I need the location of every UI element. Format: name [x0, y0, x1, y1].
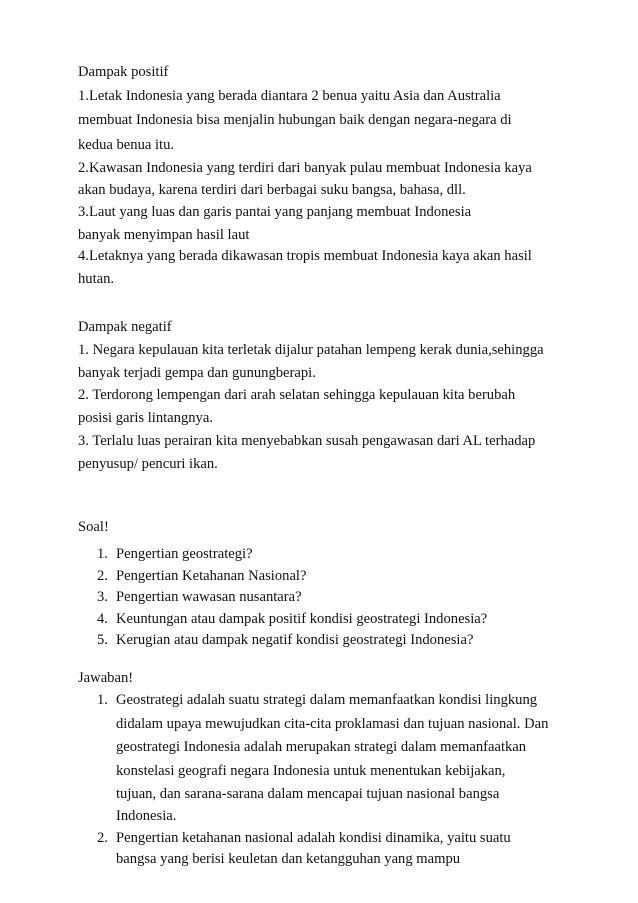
jawaban-item-line: bangsa yang berisi keuletan dan ketangguhan yang mampu: [116, 851, 461, 867]
jawaban-item-line: konstelasi geografi negara Indonesia untuk menentukan kebijakan,: [116, 763, 506, 779]
jawaban-item-line: Geostrategi adalah suatu strategi dalam memanfaatkan kondisi lingkung: [116, 692, 538, 708]
soal-item-text: Pengertian Ketahanan Nasional?: [116, 568, 307, 584]
positive-line: hutan.: [78, 271, 115, 287]
soal-item-text: Pengertian geostrategi?: [116, 546, 253, 562]
positive-line: 2.Kawasan Indonesia yang terdiri dari banyak pulau membuat Indonesia kaya: [78, 160, 532, 176]
soal-item-number: 3.: [97, 589, 108, 605]
negative-line: 1. Negara kepulauan kita terletak dijalur patahan lempeng kerak dunia,sehingga: [78, 342, 544, 358]
soal-item-number: 2.: [97, 568, 108, 584]
jawaban-item-number: 2.: [97, 830, 108, 846]
soal-item-text: Keuntungan atau dampak positif kondisi geostrategi Indonesia?: [116, 611, 488, 627]
soal-item-number: 5.: [97, 632, 108, 648]
positive-line: membuat Indonesia bisa menjalin hubungan baik dengan negara-negara di: [78, 112, 512, 128]
positive-line: 1.Letak Indonesia yang berada diantara 2 benua yaitu Asia dan Australia: [78, 88, 501, 104]
positive-line: 4.Letaknya yang berada dikawasan tropis membuat Indonesia kaya akan hasil: [78, 248, 532, 264]
jawaban-item-line: Pengertian ketahanan nasional adalah kondisi dinamika, yaitu suatu: [116, 830, 511, 846]
positive-line: kedua benua itu.: [78, 137, 175, 153]
jawaban-item-line: Indonesia.: [116, 808, 177, 824]
soal-item-text: Kerugian atau dampak negatif kondisi geostrategi Indonesia?: [116, 632, 474, 648]
jawaban-item-line: didalam upaya mewujudkan cita-cita proklamasi dan tujuan nasional. Dan: [116, 716, 549, 732]
soal-item-text: Pengertian wawasan nusantara?: [116, 589, 302, 605]
negative-heading: Dampak negatif: [78, 319, 172, 335]
negative-line: penyusup/ pencuri ikan.: [78, 456, 218, 472]
positive-heading: Dampak positif: [78, 64, 169, 80]
positive-line: akan budaya, karena terdiri dari berbagai suku bangsa, bahasa, dll.: [78, 182, 466, 198]
positive-line: banyak menyimpan hasil laut: [78, 227, 250, 243]
jawaban-item-line: tujuan, dan sarana-sarana dalam mencapai tujuan nasional bangsa: [116, 786, 500, 802]
jawaban-item-number: 1.: [97, 692, 108, 708]
negative-line: 3. Terlalu luas perairan kita menyebabkan susah pengawasan dari AL terhadap: [78, 433, 536, 449]
soal-item-number: 4.: [97, 611, 108, 627]
soal-heading: Soal!: [78, 519, 109, 535]
negative-line: banyak terjadi gempa dan gunungberapi.: [78, 365, 316, 381]
positive-line: 3.Laut yang luas dan garis pantai yang panjang membuat Indonesia: [78, 204, 472, 220]
soal-item-number: 1.: [97, 546, 108, 562]
jawaban-heading: Jawaban!: [78, 670, 134, 686]
jawaban-item-line: geostrategi Indonesia adalah merupakan strategi dalam memanfaatkan: [116, 739, 527, 755]
negative-line: 2. Terdorong lempengan dari arah selatan sehingga kepulauan kita berubah: [78, 387, 516, 403]
negative-line: posisi garis lintangnya.: [78, 410, 213, 426]
